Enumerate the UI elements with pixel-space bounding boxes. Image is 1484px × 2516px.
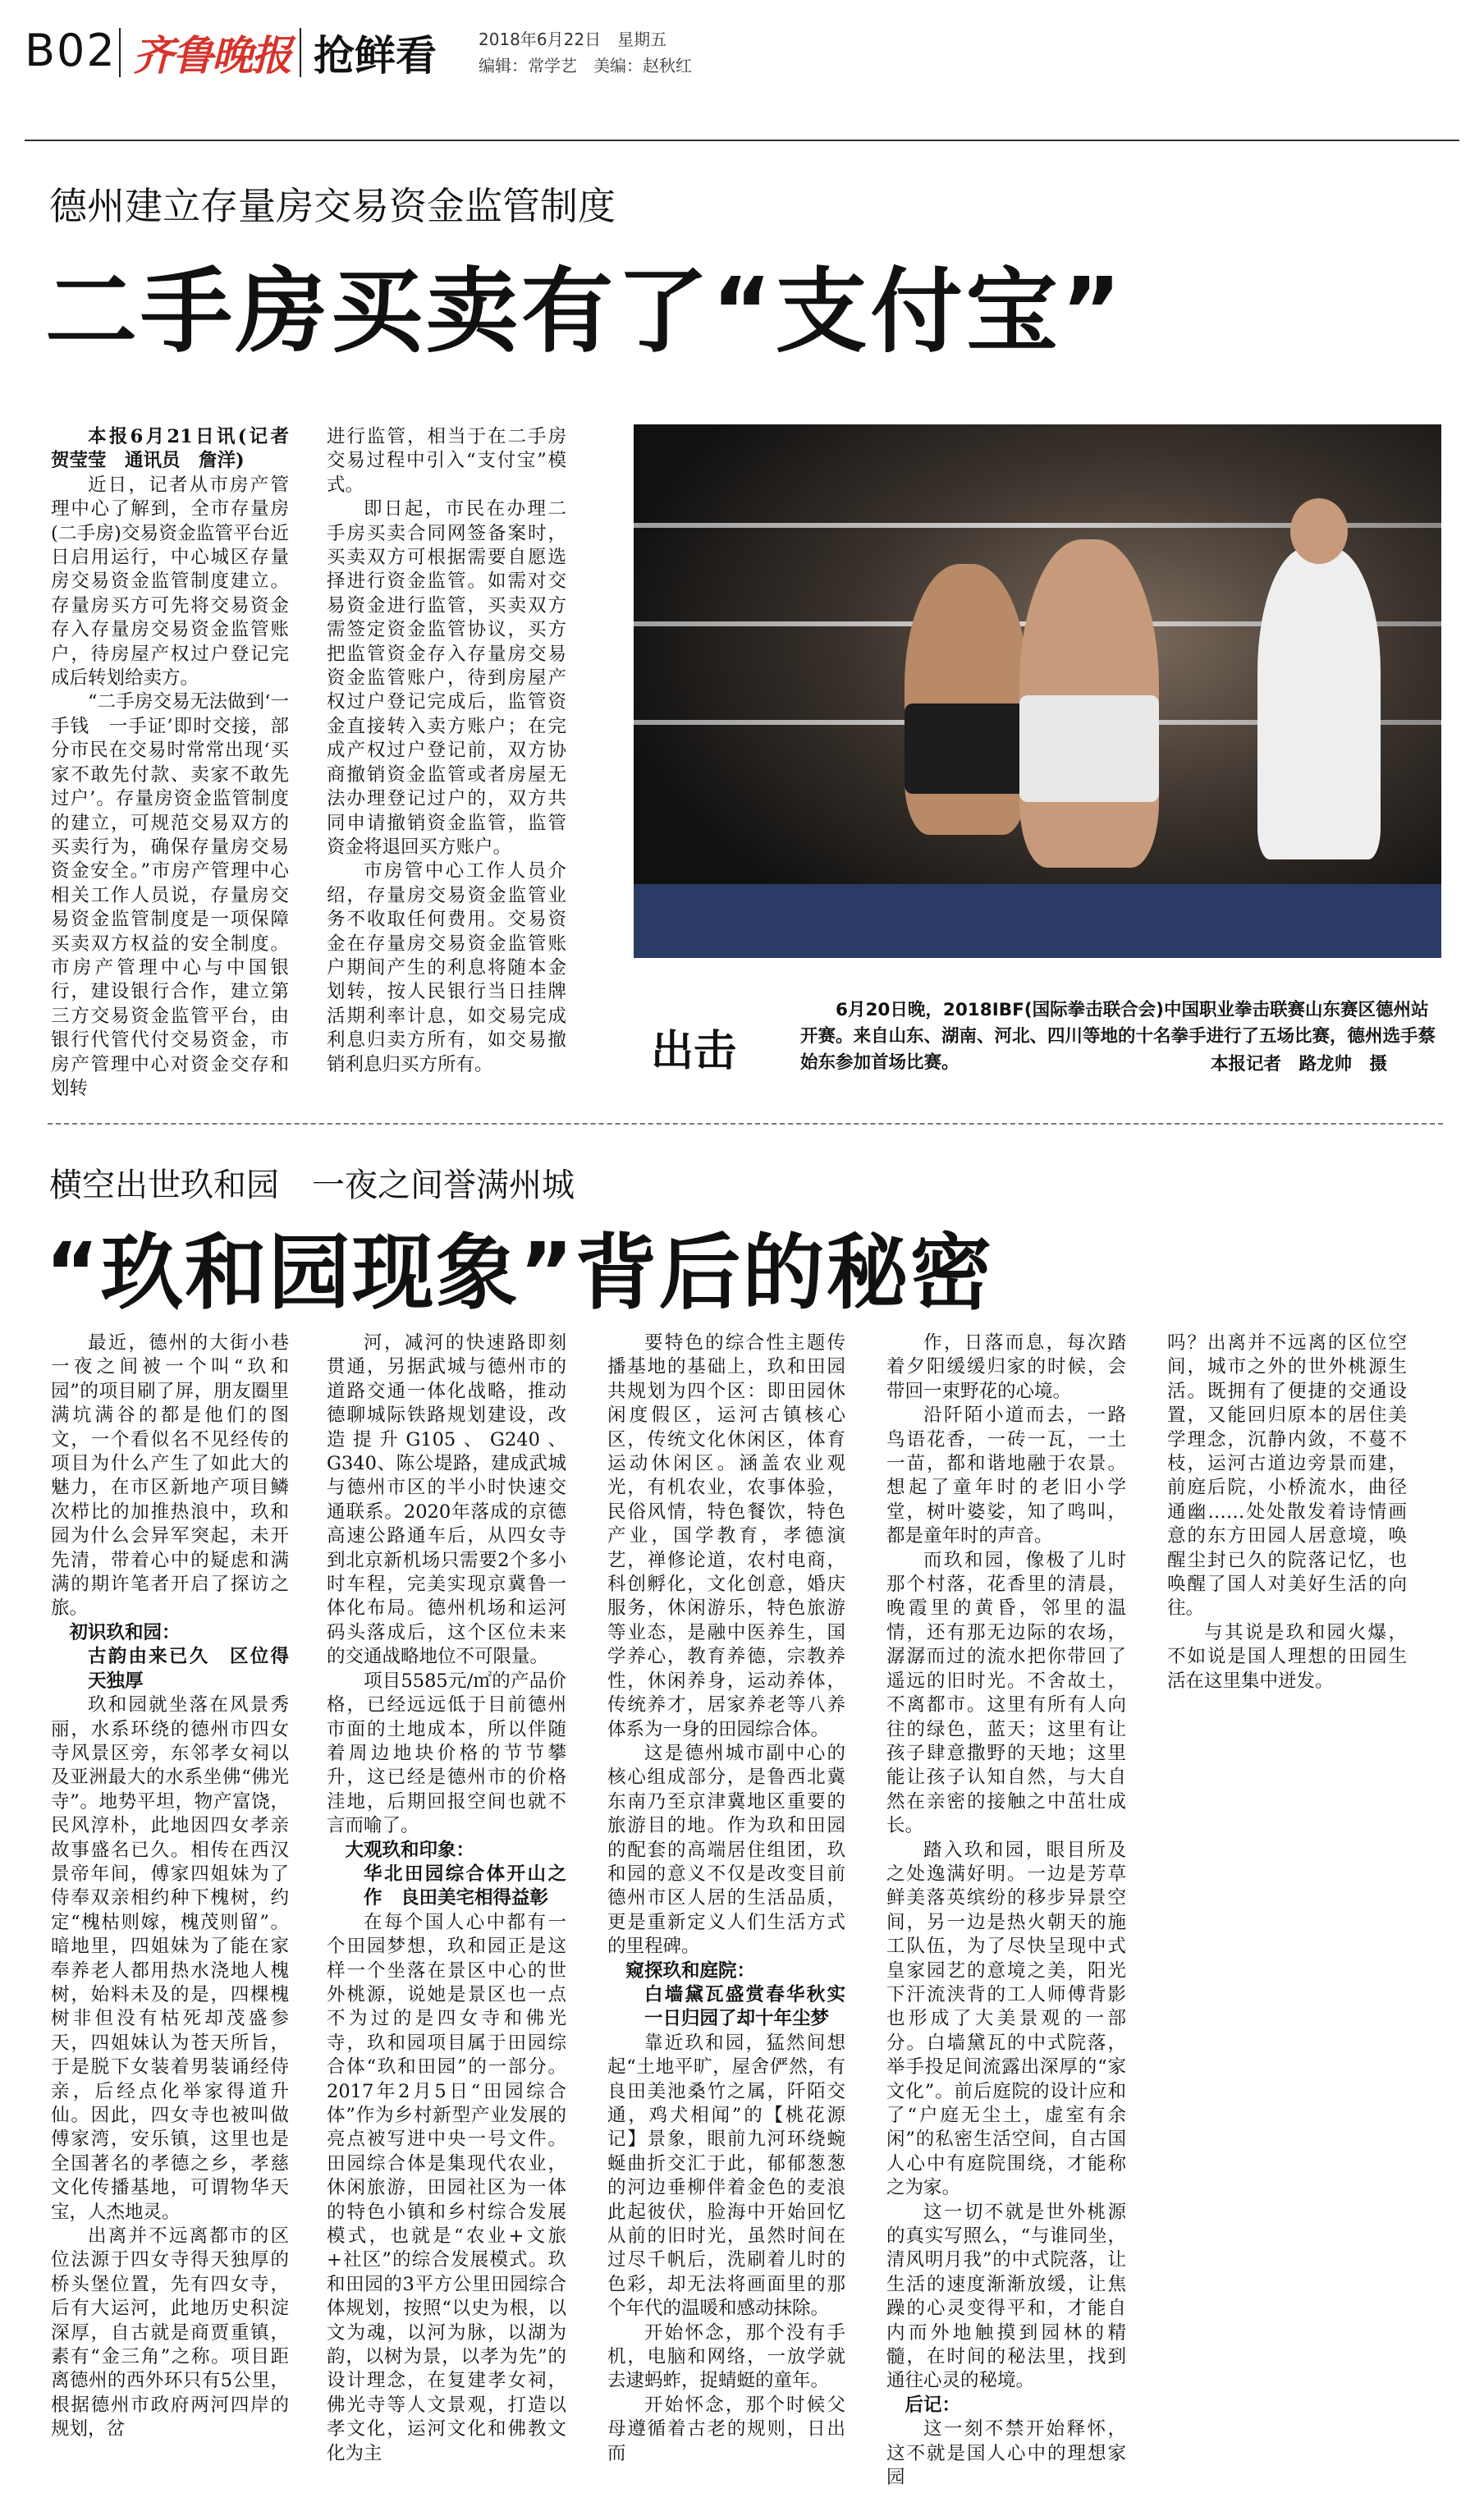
newspaper-logo: 齐鲁晚报 — [133, 31, 291, 80]
paragraph: “二手房交易无法做到‘一手钱 一手证’即时交接，部分市民在交易时常常出现‘买家不敢先付款、卖家不敢先过户’。存量房资金监管制度的建立，可规范交易双方的买卖行为，确保存量房交易资金安全。”市房产管理中心相关工作人员说，存量房交易资金监管制度是一项保障买卖双方权益的安全制度。市房产管理中心与中国银行，建设银行合作，建立第三方交易资金监管平台，由银行代管代付交易资金，市房产管理中心对资金交存和划转 — [51, 691, 289, 1099]
photo-credit: 本报记者 路龙帅 摄 — [1211, 1054, 1388, 1075]
paragraph: 最近，德州的大街小巷一夜之间被一个叫“玖和园”的项目刷了屏，朋友圈里满坑满谷的都是他们的图文，一个看似名不见经传的项目为什么产生了如此大的魅力，在市区新地产项目鳞次栉比的加推热浪中，玖和园为什么会异军突起，未开先清，带着心中的疑虑和满满的期许笔者开启了探访之旅。 — [51, 1332, 289, 1620]
paragraph: 近日，记者从市房产管理中心了解到，全市存量房(二手房)交易资金监管平台近日启用运行，中心城区存量房交易资金监管制度建立。存量房买方可先将交易资金存入存量房交易资金监管账户，待房屋产权过户登记完成后转划给卖方。 — [51, 474, 289, 690]
story2-column-5 — [1167, 1331, 1407, 1693]
story1-column-1 — [51, 425, 308, 1101]
story2-kicker: 横空出世玖和园 一夜之间誉满州城 — [49, 1166, 575, 1204]
subheading-title: 华北田园综合体开山之作 良田美宅相得益彰 — [364, 1863, 566, 1909]
story1-headline: 二手房买卖有了“支付宝” — [45, 259, 1125, 365]
paragraph: 作，日落而息，每次踏着夕阳缓缓归家的时候，会带回一束野花的心境。 — [886, 1332, 1126, 1402]
subheading-title: 古韵由来已久 区位得天独厚 — [88, 1646, 289, 1692]
paragraph: 而玖和园，像极了儿时那个村落，花香里的清晨，晚霞里的黄昏，邻里的温情，还有那无边际的农场，潺潺而过的流水把你带回了遥远的旧时光。不舍故土，不离都市。这里有所有人向往的绿色，蓝天；这里有让孩子肆意撒野的天地；这里能让孩子认知自然，与大自然在亲密的接触之中茁壮成长。 — [886, 1549, 1126, 1837]
paragraph: 这是德州城市副中心的核心组成部分，是鲁西北冀东南乃至京津冀地区重要的旅游目的地。作为玖和田园的配套的高端居住组团，玖和园的意义不仅是改变目前德州市区人居的生活品质，更是重新定义人们生活方式的里程碑。 — [607, 1742, 845, 1958]
paragraph: 沿阡陌小道而去，一路鸟语花香，一砖一瓦，一土一苗，都和谐地融于农景。想起了童年时的老旧小学堂，树叶婆娑，知了鸣叫，都是童年时的声音。 — [886, 1405, 1126, 1547]
subheading: 窥探玖和庭院： — [625, 1959, 756, 1982]
story2-column-3 — [607, 1331, 864, 2466]
paragraph: 与其说是玖和园火爆，不如说是国人理想的田园生活在这里集中迸发。 — [1167, 1621, 1407, 1692]
boxing-match-photo — [634, 424, 1441, 958]
story1-kicker: 德州建立存量房交易资金监管制度 — [49, 184, 616, 228]
paragraph: 开始怀念，那个没有手机，电脑和网络，一放学就去逮蚂蚱，捉蜻蜓的童年。 — [607, 2321, 845, 2392]
masthead-divider — [119, 28, 121, 77]
subheading: 初识玖和园： — [69, 1621, 181, 1643]
paragraph: 市房管中心工作人员介绍，存量房交易资金监管业务不收取任何费用。交易资金在存量房交易资金监管账户期间产生的利息将随本金划转，按人民银行当日挂牌活期利率计息，如交易完成利息归卖方所有，如交易撤销利息归买方所有。 — [327, 860, 566, 1075]
story2-column-2 — [327, 1331, 566, 2466]
section-divider — [48, 1123, 1443, 1125]
paragraph: 出离并不远离都市的区位法源于四女寺得天独厚的桥头堡位置，先有四女寺，后有大运河，此地历史积淀深厚，自古就是商贾重镇，素有“金三角”之称。项目距离德州的西外环只有5公里，根据德州市政府两河四岸的规划，岔 — [51, 2225, 289, 2440]
boxer-figure — [905, 564, 1028, 835]
masthead — [25, 18, 1459, 133]
paragraph: 要特色的综合性主题传播基地的基础上，玖和田园共规划为四个区：即田园休闲度假区，运河古镇核心区，传统文化休闲区，体育运动休闲区。涵盖农业观光，有机农业，农事体验，民俗风情，特色餐饮，特色产业，国学教育，孝德演艺，禅修论道，农村电商，科创孵化，文化创意，婚庆服务，休闲游乐，特色旅游等业态，是融中医养生，国学养心，教育养德，宗教养性，休闲养身，运动养体，传统养才，居家养老等八养体系为一身的田园综合体。 — [607, 1332, 845, 1740]
paragraph: 吗？出离并不远离的区位空间，城市之外的世外桃源生活。既拥有了便捷的交通设置，又能回归原本的居住美学理念，沉静内敛，不蔓不枝，运河古道边旁景而建，前庭后院，小桥流水，曲径通幽……处处散发着诗情画意的东方田园人居意境，唤醒尘封已久的院落记忆，也唤醒了国人对美好生活的向往。 — [1167, 1332, 1407, 1620]
subheading: 后记： — [905, 2394, 961, 2416]
paragraph: 靠近玖和园，猛然间想起“土地平旷，屋舍俨然，有良田美池桑竹之属，阡陌交通，鸡犬相闻”的【桃花源记】景象，眼前九河环绕蜿蜒曲折交汇于此，郁郁葱葱的河边垂柳伴着金色的麦浪此起彼伏，脸海中开始回忆从前的旧时光，虽然时间在过尽千帆后，洗刷着儿时的色彩，却无法将画面里的那个年代的温暖和感动抹除。 — [607, 2032, 845, 2320]
photo-caption-title: 出击 — [651, 1027, 737, 1076]
boxer-figure — [1019, 539, 1159, 868]
ring-floor — [634, 884, 1441, 958]
paragraph: 在每个国人心中都有一个田园梦想，玖和园正是这样一个坐落在景区中心的世外桃源，说她是景区也一点不为过的是四女寺和佛光寺，玖和园项目属于田园综合体“玖和田园”的一部分。2017年2月5日“田园综合体”作为乡村新型产业发展的亮点被写进中央一号文件。田园综合体是集现代农业，休闲旅游，田园社区为一体的特色小镇和乡村综合发展模式，也就是“农业+文旅+社区”的综合发展模式。玖和田园的3平方公里田园综合体规划，按照“以史为根，以文为魂，以河为脉，以湖为韵，以树为景，以孝为先”的设计理念，在复建孝女祠，佛光寺等人文景观，打造以孝文化，运河文化和佛教文化为主 — [327, 1911, 566, 2464]
story2-column-1 — [51, 1331, 289, 2442]
page-number: B02 — [25, 25, 117, 76]
section-title: 抢鲜看 — [314, 32, 437, 80]
paragraph: 项目5585元/㎡的产品价格，已经远远低于目前德州市面的土地成本，所以伴随着周边地块价格的节节攀升，这已经是德州市的价格洼地，后期回报空间也就不言而喻了。 — [327, 1670, 566, 1837]
photo-caption: 6月20日晚，2018IBF(国际拳击联合会)中国职业拳击联赛山东赛区德州站开赛。来自山东、湖南、河北、四川等地的十名拳手进行了五场比赛，德州选手蔡始东参加首场比赛。 — [800, 1000, 1436, 1073]
paragraph: 玖和园就坐落在风景秀丽，水系环绕的德州市四女寺风景区旁，东邻孝女祠以及亚洲最大的水系坐佛“佛光寺”。地势平坦，物产富饶，民风淳朴，此地因四女孝亲故事盛名已久。相传在西汉景帝年间，傅家四姐妹为了侍奉双亲相约种下槐树，约定“槐枯则嫁，槐茂则留”。暗地里，四姐妹为了能在家奉养老人都用热水浇地人槐树，始料未及的是，四棵槐树非但没有枯死却茂盛参天，四姐妹认为苍天所旨，于是脱下女装着男装诵经侍亲，后经点化举家得道升仙。因此，四女寺也被叫做傅家湾，安乐镇，这里也是全国著名的孝德之乡，孝慈文化传播基地，可谓物华天宝，人杰地灵。 — [51, 1694, 289, 2223]
paragraph: 河，减河的快速路即刻贯通，另据武城与德州市的道路交通一体化战略，推动德聊城际铁路规划建设，改造提升G105、G240、G340、陈公堤路，建成武城与德州市区的半小时快速交通联系。2020年落成的京德高速公路通车后，从四女寺到北京新机场只需要2个多小时车程，完美实现京冀鲁一体化布局。德州机场和运河码头落成后，这个区位未来的交通战略地位不可限量。 — [327, 1332, 566, 1668]
issue-date: 2018年6月22日 星期五 — [479, 30, 667, 49]
masthead-divider — [300, 28, 301, 77]
paragraph: 即日起，市民在办理二手房买卖合同网签备案时，买卖双方可根据需要自愿选择进行资金监管。如需对交易资金进行监管，买卖双方需签定资金监管协议，买方把监管资金存入存量房交易资金监管账户，待到房屋产权过户登记完成后，监管资金直接转入卖方账户；在完成产权过户登记前，双方协商撤销资金监管或者房屋无法办理登记过户的，双方共同申请撤销资金监管，监管资金将退回买方账户。 — [327, 498, 566, 858]
paragraph: 这一刻不禁开始释怀，这不就是国人心中的理想家园 — [886, 2418, 1126, 2489]
paragraph: 这一切不就是世外桃源的真实写照么，“与谁同坐，清风明月我”的中式院落，让生活的速度渐渐放缓，让焦躁的心灵变得平和，才能自内而外地触摸到园林的精髓，在时间的秘法里，找到通往心灵的秘境。 — [886, 2201, 1126, 2392]
referee-figure — [1257, 548, 1381, 859]
paragraph: 踏入玖和园，眼目所及之处逸满好明。一边是芳草鲜美落英缤纷的移步异景空间，另一边是热火朝天的施工队伍，为了尽快呈现中式皇家园艺的意境之美，阳光下汗流浃背的工人师傅背影也形成了大美景观的一部分。白墙黛瓦的中式院落，举手投足间流露出深厚的“家文化”。前后庭院的设计应和了“户庭无尘土，虚室有余闲”的私密生活空间，自古国人心中有庭院围绕，才能称之为家。 — [886, 1839, 1126, 2199]
subheading: 大观玖和印象： — [345, 1839, 475, 1861]
paragraph: 开始怀念，那个时候父母遵循着古老的规则，日出而 — [607, 2394, 845, 2464]
masthead-rule — [25, 140, 1459, 141]
story1-column-2 — [327, 425, 566, 1077]
story2-headline: “玖和园现象”背后的秘密 — [45, 1225, 994, 1321]
story2-column-4 — [886, 1331, 1126, 2491]
subheading-title: 白墙黛瓦盛赏春华秋实 一日归园了却十年尘梦 — [644, 1983, 864, 2030]
editor-credits: 编辑：常学艺 美编：赵秋红 — [479, 56, 692, 76]
story1-byline: 本报6月21日讯(记者 贺莹莹 通讯员 詹洋) — [51, 426, 308, 472]
paragraph: 进行监管，相当于在二手房交易过程中引入“支付宝”模式。 — [327, 426, 566, 496]
